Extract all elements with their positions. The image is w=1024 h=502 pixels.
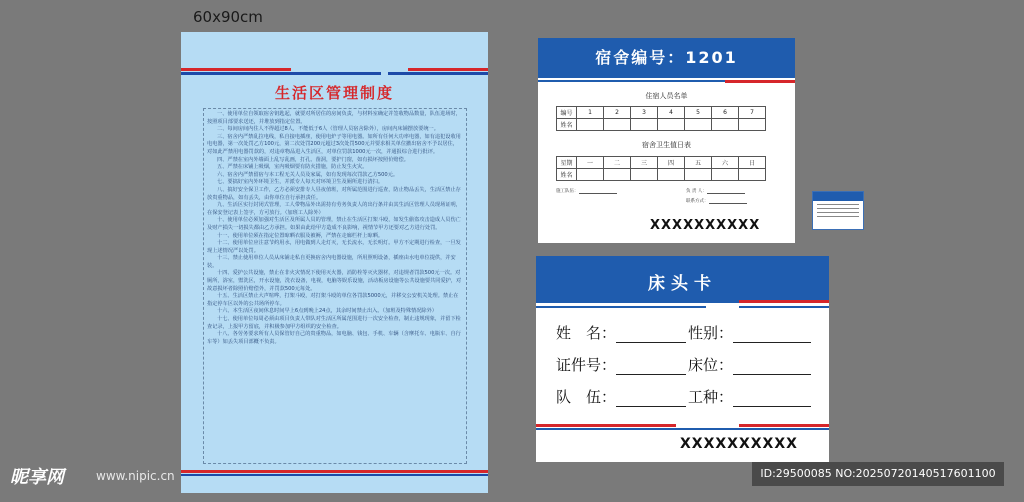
poster-paragraph: 二、每间房间内住人不得超过8人，不能低于6人（管理人员宿舍除外），房间内床铺摆放要统一。 bbox=[217, 126, 439, 133]
gender-field: 性别： bbox=[688, 322, 811, 343]
table-cell: 姓名 bbox=[557, 119, 577, 131]
dorm-card-header bbox=[538, 38, 795, 78]
table-cell: 7 bbox=[739, 107, 766, 119]
id-number-field: 证件号： bbox=[556, 354, 686, 375]
occupant-list-title: 住宿人员名单 bbox=[645, 92, 688, 100]
poster-paragraph: 十五、生活区禁止大声喧哗，打架斗殴，对打架斗殴的单位各罚款5000元，并移交公安机关处理。禁止在指定停车区以外的公共场所停车。 bbox=[207, 293, 459, 307]
poster-paragraph: 七、要搞好室内外环境卫生，并派专人每天对环境卫生及厕所进行清扫。 bbox=[217, 179, 384, 186]
poster-title: 生活区管理制度 bbox=[274, 84, 394, 102]
dorm-card-thumbnail bbox=[812, 191, 864, 230]
dorm-card-code: XXXXXXXXXX bbox=[650, 218, 761, 233]
watermark-logo: 昵享网 bbox=[10, 467, 64, 488]
poster-paragraph: 六、宿舍内严禁留宿与本工程无关人员及家属，如有发现每次罚款乙方500元。 bbox=[217, 171, 399, 178]
poster-paragraph: 一、使用单位自领取宿舍钥匙起，就要对所居住的房间负责，与材料室确定并签收物品数量，队伍进场时，按照项目部要求送还，并堆放到指定位置。 bbox=[207, 111, 461, 125]
dorm-number-card bbox=[538, 38, 795, 243]
regulation-poster bbox=[181, 32, 488, 493]
table-cell: 一 bbox=[577, 157, 604, 169]
team-field: 队 伍： bbox=[556, 386, 686, 407]
bed-card bbox=[536, 256, 829, 462]
bed-card-title: 床头卡 bbox=[648, 274, 717, 294]
name-field: 姓 名： bbox=[556, 322, 686, 343]
contact-sign-line: 联系方式： bbox=[686, 198, 747, 204]
table-cell: 四 bbox=[658, 157, 685, 169]
poster-paragraph: 十七、使用单位每周必须由项目负责人带队对生活区所属范围进行一次安全检查，制止违规现象，并留下检查记录，上报甲方留底，并积极参加甲方组织的安全检查。 bbox=[207, 316, 461, 330]
poster-paragraph: 十四、爱护公共设施，禁止在非火灾情况下使用灭火器，消防栓等灭火器材，对违规者罚款500元一次。对厕所，浴室，盥洗区，开水设施，洗衣设备，电视，电脑等娱乐设施，活动板房设施等公共设施要共同爱护，对故意损坏者除照价赔偿外，并罚款500元每处。 bbox=[207, 270, 462, 292]
table-cell: 二 bbox=[604, 157, 631, 169]
table-cell: 星期 bbox=[557, 157, 577, 169]
table-cell: 5 bbox=[685, 107, 712, 119]
table-cell: 1 bbox=[577, 107, 604, 119]
team-sign-line: 施工队伍： bbox=[556, 188, 617, 194]
duty-table bbox=[556, 156, 766, 181]
poster-paragraph: 四、严禁在室内外墙面上乱写乱画，打孔、凿洞，要护门窗，如有损坏按照价赔偿。 bbox=[217, 156, 409, 163]
table-cell: 6 bbox=[712, 107, 739, 119]
table-cell: 五 bbox=[685, 157, 712, 169]
table-cell: 六 bbox=[712, 157, 739, 169]
table-cell: 三 bbox=[631, 157, 658, 169]
bed-position-field: 床位： bbox=[688, 354, 811, 375]
leader-sign-line: 负 责 人： bbox=[686, 188, 745, 194]
dorm-card-title: 宿舍编号：1201 bbox=[595, 48, 738, 67]
table-cell: 3 bbox=[631, 107, 658, 119]
bed-card-code: XXXXXXXXXX bbox=[680, 436, 798, 452]
poster-paragraph: 十三、禁止使用单位人员从床铺走私自更换宿舍内电器设施，所用照明设备，插座由水电单位提供，并安装。 bbox=[207, 255, 456, 269]
occupant-table bbox=[556, 106, 766, 131]
poster-paragraph: 十一、使用单位须在指定位置晾晒衣服及被褥，严禁在走廊栏杆上晾晒。 bbox=[217, 232, 384, 239]
poster-paragraph: 三、宿舍内严禁乱拉电线，私自接电插座，使用电炉子等用电器。如所有任何大功率电器，如有违犯设收用电电器，第一次处罚乙方100元，第二次处罚200元超过3次处罚500元并要求相关单位撤出宿舍不予以居住，对如此严禁用电器罚款的，对违章物品进入生活区，对单位罚款1000元一次，并通报综合进行批评。 bbox=[207, 133, 461, 155]
poster-paragraph: 十、使用单位必须加强对生活区及所属人员的管理，禁止在生活区打架斗殴，如发生偷盗攻击造成人员伤亡及财产损失一切损失都由乙方承担。如果由此给甲方造成不良影响，视情节甲方还要对乙方进行处罚。 bbox=[207, 217, 461, 231]
watermark-id-badge: ID:29500085 NO:20250720140517601100 bbox=[752, 462, 1004, 486]
table-cell: 2 bbox=[604, 107, 631, 119]
poster-paragraph: 十二、使用单位应注意节约用水，用电做到人走灯灭，无长流水，无长明灯。甲方不定期进行检查，一旦发现上述情况严以处罚。 bbox=[207, 240, 461, 254]
table-cell: 日 bbox=[739, 157, 766, 169]
duty-roster-title: 宿舍卫生值日表 bbox=[642, 141, 691, 149]
poster-paragraph: 十六、本生活区夜间休息时间早上6点到晚上24点，其余时间禁止出入。（加班及特殊情况除外） bbox=[217, 308, 437, 315]
poster-body bbox=[203, 108, 467, 464]
watermark-url: www.nipic.cn bbox=[96, 469, 175, 483]
table-cell: 4 bbox=[658, 107, 685, 119]
bed-card-header bbox=[536, 256, 829, 303]
poster-paragraph: 八、搞好安全保卫工作，乙方必须安排专人昼夜值班，对所属范围进行巡查，防止物品丢失，生活区禁止存放贵重物品，如有丢失，由你单位自行承担责任。 bbox=[207, 186, 461, 201]
poster-top-stripe bbox=[181, 68, 488, 76]
size-label: 60x90cm bbox=[193, 8, 263, 26]
poster-paragraph: 五、严禁在床铺上吸烟，室内吸烟要有防火措施，防止发生火灾。 bbox=[217, 164, 368, 171]
table-cell: 编号 bbox=[557, 107, 577, 119]
poster-paragraph: 十八、各劳务要求所有人员保管好自己的贵重物品，如电脑、钱包、手机、车辆（含摩托车、电瓶车、自行车等）如丢失项目部概不负责。 bbox=[207, 331, 461, 345]
poster-bottom-stripe bbox=[181, 470, 488, 478]
job-type-field: 工种： bbox=[688, 386, 811, 407]
poster-paragraph: 九、生活区实行封闭式管理，工人带物品外出需持有劳务负责人的出行条并由其生活区管理人员现场证明，在保安登记表上签字，方可放行。（加班工人除外） bbox=[207, 202, 461, 216]
table-cell: 姓名 bbox=[557, 169, 577, 181]
